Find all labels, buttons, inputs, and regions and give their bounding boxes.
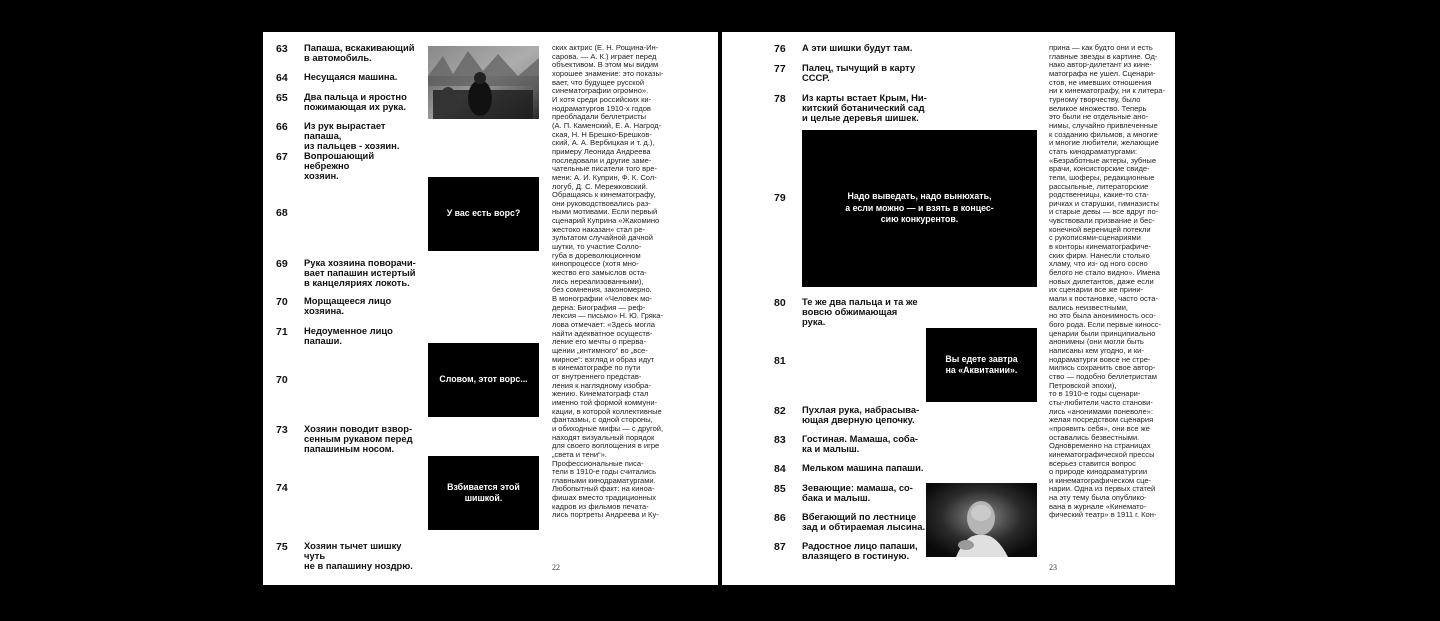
body-text-line: находят визуальный порядок <box>552 432 655 442</box>
body-text-line: «проявить себя», они все же <box>1049 423 1150 433</box>
right-page <box>722 32 1175 585</box>
body-text-line: щении „интимного“ во „все- <box>552 345 648 355</box>
body-text-line: Обращаясь к кинематографу, <box>552 190 656 200</box>
body-text-line: это были не отдельные ано- <box>1049 112 1149 122</box>
shot-number: 82 <box>774 405 786 417</box>
body-text-line: ских фирм. Нанесли столько <box>1049 250 1150 260</box>
body-text-line: кинопроцессе (хотя мно- <box>552 259 639 269</box>
shot-description: Гостиная. Мамаша, соба- ка и малыш. <box>802 433 919 454</box>
left-page <box>263 32 718 585</box>
shot-number: 87 <box>774 541 786 553</box>
body-text-line: найти адекватное осуществ- <box>552 328 653 338</box>
body-text-line: жению. Кинематограф стал <box>552 389 649 399</box>
body-text-line: новых дилетантов, даже если <box>1049 276 1154 286</box>
shot-description: Из карты встает Крым, Ни- китский ботанический сад и целые деревья шишек. <box>802 92 927 123</box>
body-text-line: ление его мечты о прерва- <box>552 337 647 347</box>
intertitle-frame: Надо выведать, надо вынюхать, а если можно — и взять в концес- сию конкурентов. <box>802 130 1037 287</box>
body-text-line: их сценарии все же прини- <box>1049 285 1144 295</box>
body-text-line: в кинематографе по пути <box>552 363 641 373</box>
body-text-line: принa — как будто они и есть <box>1049 43 1153 52</box>
body-text-line: бого рода. Если первые киносс- <box>1049 320 1162 329</box>
body-text-line: белого не стало видно». Имена <box>1049 268 1160 278</box>
body-text-line: В монографии «Человек мо- <box>552 294 653 304</box>
body-text-line: конечной вереницей потекли <box>1049 224 1151 234</box>
body-text-line: вает, что будущее русской <box>552 77 645 87</box>
shot-number: 76 <box>774 43 786 55</box>
body-text-line: чательные писатели того вре- <box>552 164 658 174</box>
body-text-line: о природе кинодраматургии <box>1049 467 1148 477</box>
body-text-line: и обиходные мифы — с другой, <box>552 423 664 433</box>
shot-description: А эти шишки будут там. <box>802 42 913 53</box>
film-still-photo <box>926 483 1037 557</box>
body-text-line: стов, не имевших отношения <box>1049 77 1152 87</box>
shot-description: Палец, тычущий в карту СССР. <box>802 62 916 83</box>
shot-description: Несущаяся машина. <box>304 71 398 82</box>
body-text-column <box>1049 44 1174 520</box>
shot-number: 80 <box>774 297 786 309</box>
body-text-line: преобладали беллетристы <box>552 112 647 122</box>
body-text-line: «Безработные актеры, зубные <box>1049 155 1157 165</box>
shot-number: 74 <box>276 482 288 494</box>
body-text-line: логуб, Д. С. Мережковский. <box>552 181 648 191</box>
body-text-line: зультатом случайной дачной <box>552 233 653 243</box>
shot-number: 70 <box>276 296 288 308</box>
body-text-line: фантазмы, с одной стороны, <box>552 415 653 425</box>
body-text-line: то в 1910-е годы сценари- <box>1049 389 1141 399</box>
body-text-line: сарова. — А. К.) играет перед <box>552 51 657 61</box>
body-text-line: рассыльные, литераторские <box>1049 181 1149 191</box>
body-text-line: к созданию фильмов, а многие <box>1049 129 1158 139</box>
shot-number: 67 <box>276 151 288 163</box>
body-text-line: врачи, консисторские свиде- <box>1049 164 1150 174</box>
body-text-line: кадров из фильмов печата- <box>552 501 649 511</box>
shot-description: Пухлая рука, набрасыва- ющая дверную цепочку. <box>802 404 920 425</box>
body-text-line: ными мотивами. Если первый <box>552 207 658 217</box>
body-text-line: ценарии были принципиально <box>1049 328 1156 338</box>
body-text-line: именно той формой коммуни- <box>552 397 658 407</box>
shot-description: Вопрошающий небрежно хозяин. <box>304 150 375 181</box>
body-text-line: турному творчеству, было <box>1049 94 1141 104</box>
shot-number: 64 <box>276 72 288 84</box>
body-text-line: Профессиональные писа- <box>552 458 644 468</box>
body-text-line: и кинематографическом сце- <box>1049 475 1152 485</box>
shot-number: 66 <box>276 121 288 133</box>
body-text-line: вались неизвестными, <box>1049 302 1129 312</box>
shot-description: Недоуменное лицо папаши. <box>304 325 393 346</box>
shot-description: Те же два пальца и та же вовсю обжимающая рука. <box>802 296 918 327</box>
shot-description: Радостное лицо папаши, влазящего в гостиную. <box>802 540 918 561</box>
body-text-line: чувствовали призвание и бес- <box>1049 216 1155 226</box>
intertitle-frame: У вас есть ворс? <box>428 177 539 251</box>
shot-number: 83 <box>774 434 786 446</box>
body-text-line: И хотя среди российских ки- <box>552 94 652 104</box>
body-text-line: Петровской эпохи), <box>1049 380 1117 390</box>
body-text-line: хорошее знамение: это показы- <box>552 68 664 78</box>
shot-number: 69 <box>276 258 288 270</box>
body-text-line: мирное“: взгляд и образ идут <box>552 354 655 364</box>
body-text-line: ских актрис (Е. Н. Рощина-Ин- <box>552 43 659 52</box>
body-text-line: но это была анонимность осо- <box>1049 311 1156 321</box>
shot-number: 75 <box>276 541 288 553</box>
body-text-line: великое множество. Теперь <box>1049 103 1147 113</box>
body-text-line: стать кинодраматургами: <box>1049 146 1138 156</box>
body-text-line: объективом. В этом мы видим <box>552 60 659 70</box>
body-text-line: от внутреннего представ- <box>552 371 642 381</box>
shot-number: 86 <box>774 512 786 524</box>
body-text-line: анонимны (они могли быть <box>1049 337 1144 347</box>
body-text-line: фический театр» в 1911 г. Кон- <box>1049 510 1157 520</box>
body-text-line: для своего воплощения в игре <box>552 441 660 451</box>
shot-number: 65 <box>276 92 288 104</box>
shot-number: 68 <box>276 207 288 219</box>
body-text-line: нако автор-дилетант из кине- <box>1049 60 1152 70</box>
shot-number: 79 <box>774 192 786 204</box>
body-text-line: ская, Н. Н Брешко-Брешков- <box>552 129 652 139</box>
body-text-line: оставались безвестными. <box>1049 432 1140 442</box>
body-text-line: жество его замыслов оста- <box>552 268 647 278</box>
shot-number: 81 <box>774 355 786 367</box>
shot-description: Хозяин тычет шишку чуть не в папашину ноздрю. <box>304 540 413 571</box>
body-text-line: и многие любители, желающие <box>1049 138 1159 148</box>
body-text-line: написаны кем угодно, и ки- <box>1049 345 1144 355</box>
body-text-line: с рукописями-сценариями <box>1049 233 1141 243</box>
body-text-line: родственницы, какие-то ста- <box>1049 190 1149 200</box>
body-text-line: нодраматургов 1910-х годов <box>552 103 651 113</box>
body-text-line: ричках и старушки, гимназисты <box>1049 198 1159 208</box>
body-text-line: нимы, случайно привлеченные <box>1049 120 1158 130</box>
shot-description: Мельком машина папаши. <box>802 462 924 473</box>
page-number: 22 <box>552 563 560 572</box>
body-text-line: кации, в которой коллективные <box>552 406 662 416</box>
body-text-line: лись «анонимами поневоле»: <box>1049 406 1153 416</box>
body-text-line: сценарий Куприна «Жакомино <box>552 216 660 226</box>
body-text-line: „света и тени“». <box>552 449 607 459</box>
body-text-line: губа в дореволюционном <box>552 250 641 260</box>
shot-number: 63 <box>276 43 288 55</box>
body-text-line: Любопытный факт: на киноа- <box>552 484 655 494</box>
body-text-column <box>552 44 717 520</box>
body-text-line: всерьез ставится вопрос <box>1049 458 1136 468</box>
body-text-line: ни к кинематографу, ни к литера- <box>1049 86 1166 96</box>
body-text-line: лова отмечает: «Здесь могла <box>552 320 655 329</box>
shot-description: Рука хозяина поворачи- вает папашин истертый в канцеляриях локоть. <box>304 257 416 288</box>
shot-description: Из рук вырастает папаша, из пальцев - хозяин. <box>304 120 400 151</box>
shot-number: 73 <box>276 424 288 436</box>
body-text-line: (А. П. Каменский, Е. А. Нагрод- <box>552 120 662 130</box>
body-text-line: главными кинодраматургами. <box>552 475 656 485</box>
body-text-line: шутки, то участие Солло- <box>552 242 642 252</box>
body-text-line: сты-любители часто станови- <box>1049 397 1153 407</box>
body-text-line: ления к наглядному изобра- <box>552 380 651 390</box>
body-text-line: без сомнения, закономерно. <box>552 285 652 295</box>
body-text-line: фишах вместо традиционных <box>552 493 657 503</box>
body-text-line: матографа не ушел. Сценари- <box>1049 68 1156 78</box>
body-text-line: мились сохранить свое автор- <box>1049 363 1156 373</box>
shot-number: 78 <box>774 93 786 105</box>
shot-number: 70 <box>276 374 288 386</box>
page-number: 23 <box>1049 563 1057 572</box>
body-text-line: ство — подобно беллетристам <box>1049 371 1157 381</box>
body-text-line: мали к постановке, часто оста- <box>1049 294 1158 304</box>
body-text-line: дерна: Биография — реф- <box>552 302 646 312</box>
shot-description: Два пальца и яростно пожимающая их рука. <box>304 91 407 112</box>
shot-description: Зевающие: мамаша, со- бака и малыш. <box>802 482 913 503</box>
shot-number: 84 <box>774 463 786 475</box>
intertitle-frame: Словом, этот ворс... <box>428 343 539 417</box>
body-text-line: и старые девы — все вдруг по- <box>1049 207 1159 217</box>
body-text-line: ский, А. А. Вербицкая и т. д.), <box>552 138 655 148</box>
body-text-line: лись нереализованными), <box>552 276 644 286</box>
body-text-line: Одновременно на страницах <box>1049 441 1151 451</box>
body-text-line: в конторы кинематографиче- <box>1049 242 1152 252</box>
body-text-line: вана в журнале «Кинемато- <box>1049 501 1147 511</box>
shot-description: Папаша, вскакивающий в автомобиль. <box>304 42 415 63</box>
shot-description: Вбегающий по лестнице зад и обтираемая лысина. <box>802 511 926 532</box>
body-text-line: тели, шоферы, редакционные <box>1049 172 1155 182</box>
body-text-line: на эту тему была опублико- <box>1049 493 1147 503</box>
shot-number: 85 <box>774 483 786 495</box>
body-text-line: примеру Леонида Андреева <box>552 146 651 156</box>
intertitle-frame: Взбивается этой шишкой. <box>428 456 539 530</box>
body-text-line: кинематографической прессы <box>1049 449 1155 459</box>
body-text-line: они руководствовались раз- <box>552 198 651 208</box>
body-text-line: лись портреты Андреева и Ку- <box>552 510 659 520</box>
body-text-line: хламу, что из- од ного сосно <box>1049 259 1148 269</box>
body-text-line: синематографии огромно». <box>552 86 649 96</box>
intertitle-frame: Вы едете завтра на «Аквитании». <box>926 328 1037 402</box>
body-text-line: лексия — письмо» Н. Ю. Гряка- <box>552 311 663 321</box>
body-text-line: главные звезды в картине. Од- <box>1049 51 1158 61</box>
body-text-line: жестоко наказан» стал ре- <box>552 224 646 234</box>
body-text-line: нарии. Одна из первых статей <box>1049 484 1156 494</box>
body-text-line: тели в 1910-е годы считались <box>552 467 657 477</box>
shot-description: Морщащееся лицо хозяина. <box>304 295 392 316</box>
shot-number: 77 <box>774 63 786 75</box>
body-text-line: нодраматурги вовсе не стре- <box>1049 354 1151 364</box>
body-text-line: мени: А. И. Куприн, Ф. К. Сол- <box>552 172 657 182</box>
shot-description: Хозяин поводит взвор- сенным рукавом перед папашиным носом. <box>304 423 413 454</box>
body-text-line: последовали и другие заме- <box>552 155 652 165</box>
body-text-line: желая посредством сценария <box>1049 415 1154 425</box>
shot-number: 71 <box>276 326 288 338</box>
film-still-photo <box>428 46 539 119</box>
